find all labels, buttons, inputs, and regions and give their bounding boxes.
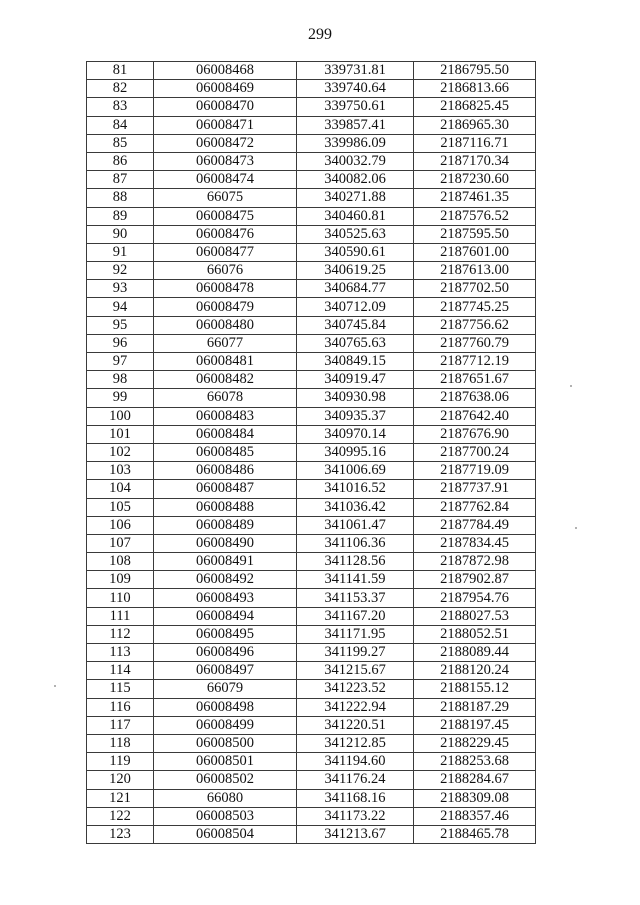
row-number-cell: 92	[87, 262, 154, 280]
point-id-cell: 06008469	[154, 80, 297, 98]
y-coordinate-cell: 2187613.00	[414, 262, 536, 280]
table-row	[87, 516, 536, 534]
y-coordinate-cell: 2187676.90	[414, 425, 536, 443]
table-row	[87, 662, 536, 680]
point-id-cell: 06008482	[154, 371, 297, 389]
x-coordinate-cell: 341220.51	[297, 716, 414, 734]
row-number-cell: 102	[87, 443, 154, 461]
x-coordinate-cell: 339750.61	[297, 98, 414, 116]
x-coordinate-cell: 340995.16	[297, 443, 414, 461]
row-number-cell: 82	[87, 80, 154, 98]
y-coordinate-cell: 2187784.49	[414, 516, 536, 534]
table-row	[87, 171, 536, 189]
x-coordinate-cell: 341016.52	[297, 480, 414, 498]
point-id-cell: 06008475	[154, 207, 297, 225]
row-number-cell: 115	[87, 680, 154, 698]
x-coordinate-cell: 340935.37	[297, 407, 414, 425]
y-coordinate-cell: 2188187.29	[414, 698, 536, 716]
table-row	[87, 625, 536, 643]
table-row	[87, 753, 536, 771]
x-coordinate-cell: 340745.84	[297, 316, 414, 334]
x-coordinate-cell: 341173.22	[297, 807, 414, 825]
row-number-cell: 91	[87, 243, 154, 261]
point-id-cell: 06008474	[154, 171, 297, 189]
point-id-cell: 06008501	[154, 753, 297, 771]
point-id-cell: 06008481	[154, 353, 297, 371]
y-coordinate-cell: 2187230.60	[414, 171, 536, 189]
row-number-cell: 98	[87, 371, 154, 389]
point-id-cell: 06008471	[154, 116, 297, 134]
x-coordinate-cell: 341223.52	[297, 680, 414, 698]
row-number-cell: 85	[87, 134, 154, 152]
x-coordinate-cell: 341128.56	[297, 553, 414, 571]
x-coordinate-cell: 340460.81	[297, 207, 414, 225]
table-row	[87, 316, 536, 334]
y-coordinate-cell: 2187902.87	[414, 571, 536, 589]
x-coordinate-cell: 340590.61	[297, 243, 414, 261]
row-number-cell: 89	[87, 207, 154, 225]
y-coordinate-cell: 2187712.19	[414, 353, 536, 371]
x-coordinate-cell: 341171.95	[297, 625, 414, 643]
point-id-cell: 06008478	[154, 280, 297, 298]
table-row	[87, 407, 536, 425]
table-row	[87, 189, 536, 207]
table-row	[87, 207, 536, 225]
point-id-cell: 06008480	[154, 316, 297, 334]
y-coordinate-cell: 2186965.30	[414, 116, 536, 134]
row-number-cell: 114	[87, 662, 154, 680]
y-coordinate-cell: 2188197.45	[414, 716, 536, 734]
table-row	[87, 589, 536, 607]
y-coordinate-cell: 2186795.50	[414, 62, 536, 80]
point-id-cell: 06008502	[154, 771, 297, 789]
table-row	[87, 571, 536, 589]
y-coordinate-cell: 2188052.51	[414, 625, 536, 643]
point-id-cell: 06008485	[154, 443, 297, 461]
table-row	[87, 152, 536, 170]
point-id-cell: 66076	[154, 262, 297, 280]
x-coordinate-cell: 341036.42	[297, 498, 414, 516]
table-row	[87, 334, 536, 352]
table-row	[87, 553, 536, 571]
point-id-cell: 06008470	[154, 98, 297, 116]
table-row	[87, 734, 536, 752]
point-id-cell: 06008500	[154, 734, 297, 752]
point-id-cell: 06008483	[154, 407, 297, 425]
table-row	[87, 807, 536, 825]
y-coordinate-cell: 2188229.45	[414, 734, 536, 752]
point-id-cell: 06008494	[154, 607, 297, 625]
row-number-cell: 83	[87, 98, 154, 116]
y-coordinate-cell: 2187719.09	[414, 462, 536, 480]
row-number-cell: 119	[87, 753, 154, 771]
y-coordinate-cell: 2187638.06	[414, 389, 536, 407]
row-number-cell: 109	[87, 571, 154, 589]
row-number-cell: 90	[87, 225, 154, 243]
point-id-cell: 06008491	[154, 553, 297, 571]
y-coordinate-cell: 2187651.67	[414, 371, 536, 389]
x-coordinate-cell: 341061.47	[297, 516, 414, 534]
y-coordinate-cell: 2187576.52	[414, 207, 536, 225]
point-id-cell: 06008472	[154, 134, 297, 152]
point-id-cell: 06008477	[154, 243, 297, 261]
table-row	[87, 225, 536, 243]
table-row	[87, 480, 536, 498]
row-number-cell: 104	[87, 480, 154, 498]
table-row	[87, 298, 536, 316]
y-coordinate-cell: 2188155.12	[414, 680, 536, 698]
row-number-cell: 121	[87, 789, 154, 807]
table-row	[87, 698, 536, 716]
table-row	[87, 80, 536, 98]
row-number-cell: 118	[87, 734, 154, 752]
point-id-cell: 06008489	[154, 516, 297, 534]
row-number-cell: 96	[87, 334, 154, 352]
table-row	[87, 62, 536, 80]
point-id-cell: 06008492	[154, 571, 297, 589]
point-id-cell: 06008468	[154, 62, 297, 80]
point-id-cell: 06008495	[154, 625, 297, 643]
row-number-cell: 117	[87, 716, 154, 734]
point-id-cell: 06008493	[154, 589, 297, 607]
row-number-cell: 110	[87, 589, 154, 607]
y-coordinate-cell: 2187601.00	[414, 243, 536, 261]
y-coordinate-cell: 2187872.98	[414, 553, 536, 571]
row-number-cell: 112	[87, 625, 154, 643]
row-number-cell: 94	[87, 298, 154, 316]
row-number-cell: 81	[87, 62, 154, 80]
x-coordinate-cell: 341167.20	[297, 607, 414, 625]
table-row	[87, 280, 536, 298]
row-number-cell: 86	[87, 152, 154, 170]
x-coordinate-cell: 339740.64	[297, 80, 414, 98]
y-coordinate-cell: 2187760.79	[414, 334, 536, 352]
table-row	[87, 825, 536, 843]
row-number-cell: 95	[87, 316, 154, 334]
y-coordinate-cell: 2187642.40	[414, 407, 536, 425]
y-coordinate-cell: 2186813.66	[414, 80, 536, 98]
row-number-cell: 107	[87, 534, 154, 552]
table-row	[87, 134, 536, 152]
table-row	[87, 644, 536, 662]
y-coordinate-cell: 2187745.25	[414, 298, 536, 316]
coordinates-table	[86, 61, 536, 844]
x-coordinate-cell: 340032.79	[297, 152, 414, 170]
point-id-cell: 06008490	[154, 534, 297, 552]
x-coordinate-cell: 341168.16	[297, 789, 414, 807]
coordinates-table-body	[87, 62, 536, 844]
table-row	[87, 389, 536, 407]
row-number-cell: 103	[87, 462, 154, 480]
table-row	[87, 534, 536, 552]
x-coordinate-cell: 341153.37	[297, 589, 414, 607]
y-coordinate-cell: 2187702.50	[414, 280, 536, 298]
point-id-cell: 06008473	[154, 152, 297, 170]
table-row	[87, 243, 536, 261]
point-id-cell: 66079	[154, 680, 297, 698]
point-id-cell: 06008486	[154, 462, 297, 480]
x-coordinate-cell: 340712.09	[297, 298, 414, 316]
table-row	[87, 498, 536, 516]
x-coordinate-cell: 341199.27	[297, 644, 414, 662]
y-coordinate-cell: 2188284.67	[414, 771, 536, 789]
table-row	[87, 680, 536, 698]
x-coordinate-cell: 340849.15	[297, 353, 414, 371]
table-row	[87, 607, 536, 625]
x-coordinate-cell: 340970.14	[297, 425, 414, 443]
page-number: 299	[308, 26, 332, 43]
point-id-cell: 06008488	[154, 498, 297, 516]
row-number-cell: 122	[87, 807, 154, 825]
x-coordinate-cell: 340271.88	[297, 189, 414, 207]
scan-speck	[570, 385, 572, 387]
table-row	[87, 98, 536, 116]
x-coordinate-cell: 341106.36	[297, 534, 414, 552]
x-coordinate-cell: 340082.06	[297, 171, 414, 189]
y-coordinate-cell: 2188120.24	[414, 662, 536, 680]
row-number-cell: 123	[87, 825, 154, 843]
point-id-cell: 66080	[154, 789, 297, 807]
y-coordinate-cell: 2187461.35	[414, 189, 536, 207]
table-row	[87, 716, 536, 734]
y-coordinate-cell: 2187700.24	[414, 443, 536, 461]
point-id-cell: 06008484	[154, 425, 297, 443]
row-number-cell: 87	[87, 171, 154, 189]
row-number-cell: 93	[87, 280, 154, 298]
x-coordinate-cell: 340684.77	[297, 280, 414, 298]
table-row	[87, 262, 536, 280]
row-number-cell: 101	[87, 425, 154, 443]
row-number-cell: 113	[87, 644, 154, 662]
point-id-cell: 06008479	[154, 298, 297, 316]
x-coordinate-cell: 340765.63	[297, 334, 414, 352]
y-coordinate-cell: 2188027.53	[414, 607, 536, 625]
x-coordinate-cell: 341176.24	[297, 771, 414, 789]
x-coordinate-cell: 339857.41	[297, 116, 414, 134]
x-coordinate-cell: 341215.67	[297, 662, 414, 680]
x-coordinate-cell: 339731.81	[297, 62, 414, 80]
y-coordinate-cell: 2187762.84	[414, 498, 536, 516]
row-number-cell: 108	[87, 553, 154, 571]
point-id-cell: 66078	[154, 389, 297, 407]
x-coordinate-cell: 340525.63	[297, 225, 414, 243]
point-id-cell: 66075	[154, 189, 297, 207]
x-coordinate-cell: 341212.85	[297, 734, 414, 752]
scan-speck	[575, 527, 577, 529]
point-id-cell: 06008497	[154, 662, 297, 680]
row-number-cell: 105	[87, 498, 154, 516]
y-coordinate-cell: 2187116.71	[414, 134, 536, 152]
x-coordinate-cell: 341141.59	[297, 571, 414, 589]
row-number-cell: 100	[87, 407, 154, 425]
row-number-cell: 120	[87, 771, 154, 789]
table-row	[87, 443, 536, 461]
row-number-cell: 88	[87, 189, 154, 207]
point-id-cell: 06008487	[154, 480, 297, 498]
x-coordinate-cell: 340930.98	[297, 389, 414, 407]
table-row	[87, 771, 536, 789]
row-number-cell: 111	[87, 607, 154, 625]
y-coordinate-cell: 2187756.62	[414, 316, 536, 334]
y-coordinate-cell: 2186825.45	[414, 98, 536, 116]
point-id-cell: 06008503	[154, 807, 297, 825]
table-row	[87, 425, 536, 443]
table-row	[87, 353, 536, 371]
x-coordinate-cell: 341194.60	[297, 753, 414, 771]
y-coordinate-cell: 2187170.34	[414, 152, 536, 170]
table-row	[87, 789, 536, 807]
x-coordinate-cell: 341213.67	[297, 825, 414, 843]
x-coordinate-cell: 340919.47	[297, 371, 414, 389]
x-coordinate-cell: 340619.25	[297, 262, 414, 280]
row-number-cell: 99	[87, 389, 154, 407]
y-coordinate-cell: 2187737.91	[414, 480, 536, 498]
point-id-cell: 06008476	[154, 225, 297, 243]
x-coordinate-cell: 339986.09	[297, 134, 414, 152]
point-id-cell: 06008499	[154, 716, 297, 734]
y-coordinate-cell: 2187834.45	[414, 534, 536, 552]
point-id-cell: 06008496	[154, 644, 297, 662]
scan-speck	[54, 685, 56, 687]
table-row	[87, 462, 536, 480]
y-coordinate-cell: 2188253.68	[414, 753, 536, 771]
x-coordinate-cell: 341006.69	[297, 462, 414, 480]
x-coordinate-cell: 341222.94	[297, 698, 414, 716]
row-number-cell: 97	[87, 353, 154, 371]
y-coordinate-cell: 2187595.50	[414, 225, 536, 243]
table-row	[87, 371, 536, 389]
row-number-cell: 116	[87, 698, 154, 716]
y-coordinate-cell: 2188357.46	[414, 807, 536, 825]
y-coordinate-cell: 2188465.78	[414, 825, 536, 843]
table-row	[87, 116, 536, 134]
y-coordinate-cell: 2188309.08	[414, 789, 536, 807]
y-coordinate-cell: 2187954.76	[414, 589, 536, 607]
row-number-cell: 106	[87, 516, 154, 534]
point-id-cell: 06008504	[154, 825, 297, 843]
row-number-cell: 84	[87, 116, 154, 134]
point-id-cell: 66077	[154, 334, 297, 352]
y-coordinate-cell: 2188089.44	[414, 644, 536, 662]
point-id-cell: 06008498	[154, 698, 297, 716]
